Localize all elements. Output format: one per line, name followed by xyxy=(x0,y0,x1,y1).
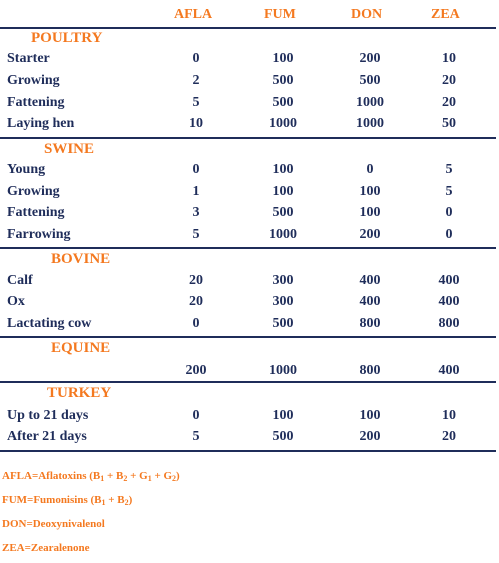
cell-zea: 5 xyxy=(445,184,453,199)
cell-fum: 300 xyxy=(272,273,294,288)
legend-afla-text: ) xyxy=(176,470,180,482)
column-header-don: DON xyxy=(351,7,383,22)
cell-don: 400 xyxy=(359,294,381,309)
cell-fum: 100 xyxy=(272,184,294,199)
cell-zea: 400 xyxy=(438,363,460,378)
legend-afla xyxy=(2,470,180,483)
cell-fum: 100 xyxy=(272,162,294,177)
header-divider xyxy=(0,27,496,29)
section-title-bovine: BOVINE xyxy=(51,251,111,267)
legend-fum-text: ) xyxy=(128,494,133,506)
row-label: After 21 days xyxy=(7,429,87,444)
cell-fum: 1000 xyxy=(269,227,297,242)
cell-don: 200 xyxy=(359,227,381,242)
row-label: Farrowing xyxy=(7,227,71,242)
cell-don: 800 xyxy=(359,316,381,331)
cell-don: 1000 xyxy=(356,116,384,131)
cell-zea: 10 xyxy=(442,408,456,423)
cell-fum: 500 xyxy=(272,316,294,331)
table-bottom-divider xyxy=(0,450,496,452)
column-header-zea: ZEA xyxy=(431,7,460,22)
legend-fum-sub: 2 xyxy=(124,498,129,507)
cell-zea: 0 xyxy=(445,227,453,242)
row-label: Fattening xyxy=(7,205,65,220)
cell-zea: 50 xyxy=(442,116,456,131)
cell-afla: 0 xyxy=(192,316,200,331)
cell-afla: 1 xyxy=(192,184,200,199)
cell-zea: 800 xyxy=(438,316,460,331)
row-label: Fattening xyxy=(7,95,65,110)
row-label: Young xyxy=(7,162,46,177)
cell-afla: 0 xyxy=(192,51,200,66)
legend-afla-text: + B xyxy=(104,470,124,482)
cell-zea: 20 xyxy=(442,429,456,444)
cell-fum: 100 xyxy=(272,51,294,66)
cell-don: 0 xyxy=(366,162,374,177)
cell-afla: 10 xyxy=(189,116,203,131)
section-title-equine: EQUINE xyxy=(51,340,111,356)
cell-afla: 20 xyxy=(189,273,203,288)
legend-afla-text: + G xyxy=(151,470,173,482)
legend-fum xyxy=(2,494,132,507)
legend-don: DON=Deoxynivalenol xyxy=(2,518,105,530)
row-label: Calf xyxy=(7,273,33,288)
cell-afla: 2 xyxy=(192,73,200,88)
section-divider xyxy=(0,137,496,139)
cell-fum: 500 xyxy=(272,73,294,88)
column-header-fum: FUM xyxy=(264,7,296,22)
cell-afla: 5 xyxy=(192,429,200,444)
cell-don: 500 xyxy=(359,73,381,88)
legend-zea: ZEA=Zearalenone xyxy=(2,542,90,554)
cell-zea: 400 xyxy=(438,273,460,288)
cell-afla: 0 xyxy=(192,408,200,423)
cell-fum: 500 xyxy=(272,95,294,110)
row-label: Starter xyxy=(7,51,50,66)
cell-zea: 5 xyxy=(445,162,453,177)
cell-fum: 300 xyxy=(272,294,294,309)
cell-fum: 500 xyxy=(272,429,294,444)
legend-afla-sub: 1 xyxy=(100,474,105,483)
row-label: Laying hen xyxy=(7,116,75,131)
section-divider xyxy=(0,336,496,338)
cell-don: 200 xyxy=(359,51,381,66)
section-divider xyxy=(0,247,496,249)
cell-don: 200 xyxy=(359,429,381,444)
cell-don: 800 xyxy=(359,363,381,378)
cell-fum: 1000 xyxy=(269,363,297,378)
cell-zea: 10 xyxy=(442,51,456,66)
legend-fum-text: + B xyxy=(105,494,125,506)
section-title-turkey: TURKEY xyxy=(47,385,112,401)
cell-afla: 5 xyxy=(192,227,200,242)
cell-don: 100 xyxy=(359,184,381,199)
cell-zea: 400 xyxy=(438,294,460,309)
cell-fum: 1000 xyxy=(269,116,297,131)
cell-zea: 20 xyxy=(442,73,456,88)
cell-fum: 100 xyxy=(272,408,294,423)
cell-afla: 5 xyxy=(192,95,200,110)
cell-don: 400 xyxy=(359,273,381,288)
cell-fum: 500 xyxy=(272,205,294,220)
row-label: Growing xyxy=(7,73,60,88)
legend-afla-sub: 2 xyxy=(123,474,128,483)
row-label: Lactating cow xyxy=(7,316,92,331)
cell-don: 1000 xyxy=(356,95,384,110)
section-divider xyxy=(0,381,496,383)
cell-afla: 20 xyxy=(189,294,203,309)
row-label: Growing xyxy=(7,184,60,199)
cell-zea: 20 xyxy=(442,95,456,110)
legend-afla-text: AFLA=Aflatoxins (B xyxy=(2,470,101,482)
cell-afla: 3 xyxy=(192,205,200,220)
row-label: Ox xyxy=(7,294,25,309)
section-title-swine: SWINE xyxy=(44,141,95,157)
legend-afla-sub: 2 xyxy=(172,474,177,483)
section-title-poultry: POULTRY xyxy=(31,30,103,46)
row-label: Up to 21 days xyxy=(7,408,89,423)
cell-afla: 200 xyxy=(185,363,207,378)
column-header-afla: AFLA xyxy=(174,7,213,22)
cell-don: 100 xyxy=(359,408,381,423)
cell-don: 100 xyxy=(359,205,381,220)
legend-fum-text: FUM=Fumonisins (B xyxy=(2,494,102,506)
legend-fum-sub: 1 xyxy=(101,498,106,507)
legend-afla-text: + G xyxy=(127,470,148,482)
cell-zea: 0 xyxy=(445,205,453,220)
legend-afla-sub: 1 xyxy=(147,474,152,483)
cell-afla: 0 xyxy=(192,162,200,177)
